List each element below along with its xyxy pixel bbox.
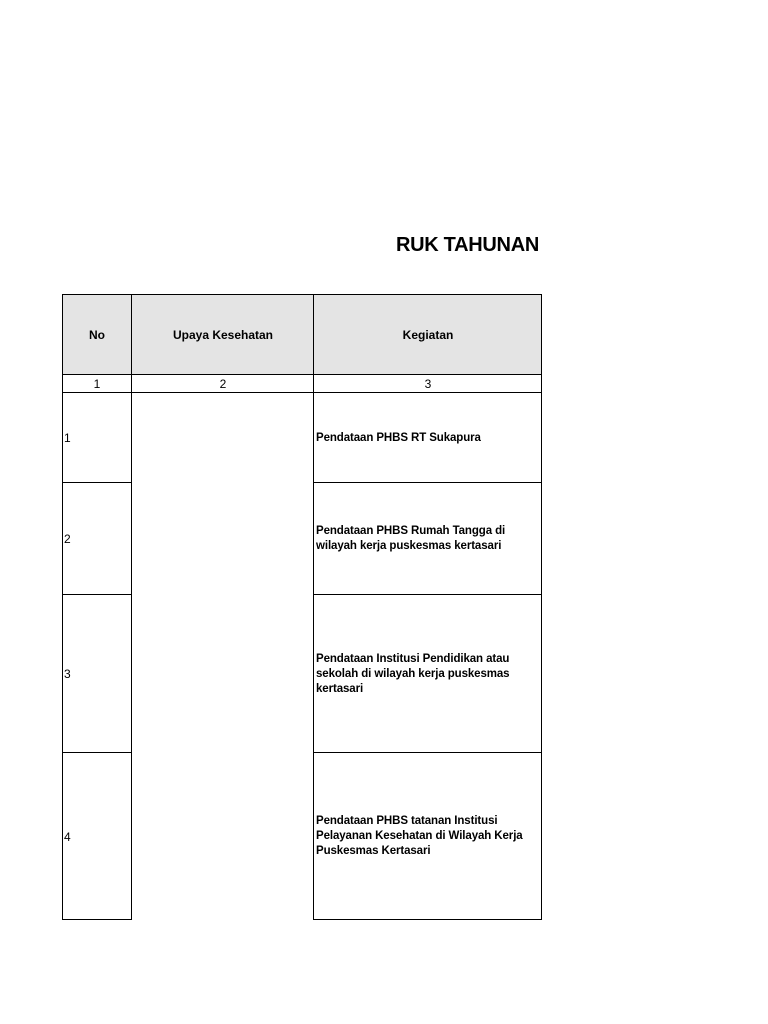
row-3-no: 3: [64, 667, 71, 681]
column-index-3: 3: [424, 377, 432, 391]
ruk-table: [62, 294, 542, 920]
grid-line-row-4-keg: [314, 919, 542, 920]
grid-line-row-3-keg: [314, 752, 542, 753]
grid-line-col-2: [313, 294, 314, 920]
row-1-no: 1: [64, 431, 71, 445]
title-container: [396, 228, 542, 262]
column-index-1: 1: [93, 377, 101, 391]
grid-line-top: [62, 294, 542, 295]
row-4-kegiatan: Pendataan PHBS tatanan Institusi Pelayanan Kesehatan di Wilayah Kerja Puskesmas Kertasari: [316, 815, 523, 857]
grid-line-row-3-no: [62, 752, 132, 753]
header-no: No: [62, 294, 132, 375]
row-2-no: 2: [64, 532, 71, 546]
grid-line-index-bottom: [62, 392, 542, 393]
grid-line-right: [541, 294, 542, 920]
grid-line-row-2-keg: [314, 594, 542, 595]
row-1-kegiatan: Pendataan PHBS RT Sukapura: [316, 431, 481, 444]
grid-line-row-4-no: [62, 919, 132, 920]
grid-line-row-1-keg: [314, 482, 542, 483]
header-kegiatan: Kegiatan: [314, 294, 542, 375]
grid-line-row-1-no: [62, 482, 132, 483]
grid-line-col-1: [131, 294, 132, 920]
row-4-no: 4: [64, 829, 71, 844]
grid-line-header-bottom: [62, 374, 542, 375]
header-upaya-kesehatan: Upaya Kesehatan: [132, 294, 314, 375]
grid-line-left: [62, 294, 63, 920]
grid-line-row-2-no: [62, 594, 132, 595]
page-title: RUK TAHUNAN: [396, 234, 539, 256]
column-index-2: 2: [219, 377, 227, 391]
row-3-kegiatan: Pendataan Institusi Pendidikan atau sekolah di wilayah kerja puskesmas kertasari: [316, 652, 510, 695]
row-2-kegiatan: Pendataan PHBS Rumah Tangga di wilayah kerja puskesmas kertasari: [316, 525, 506, 552]
